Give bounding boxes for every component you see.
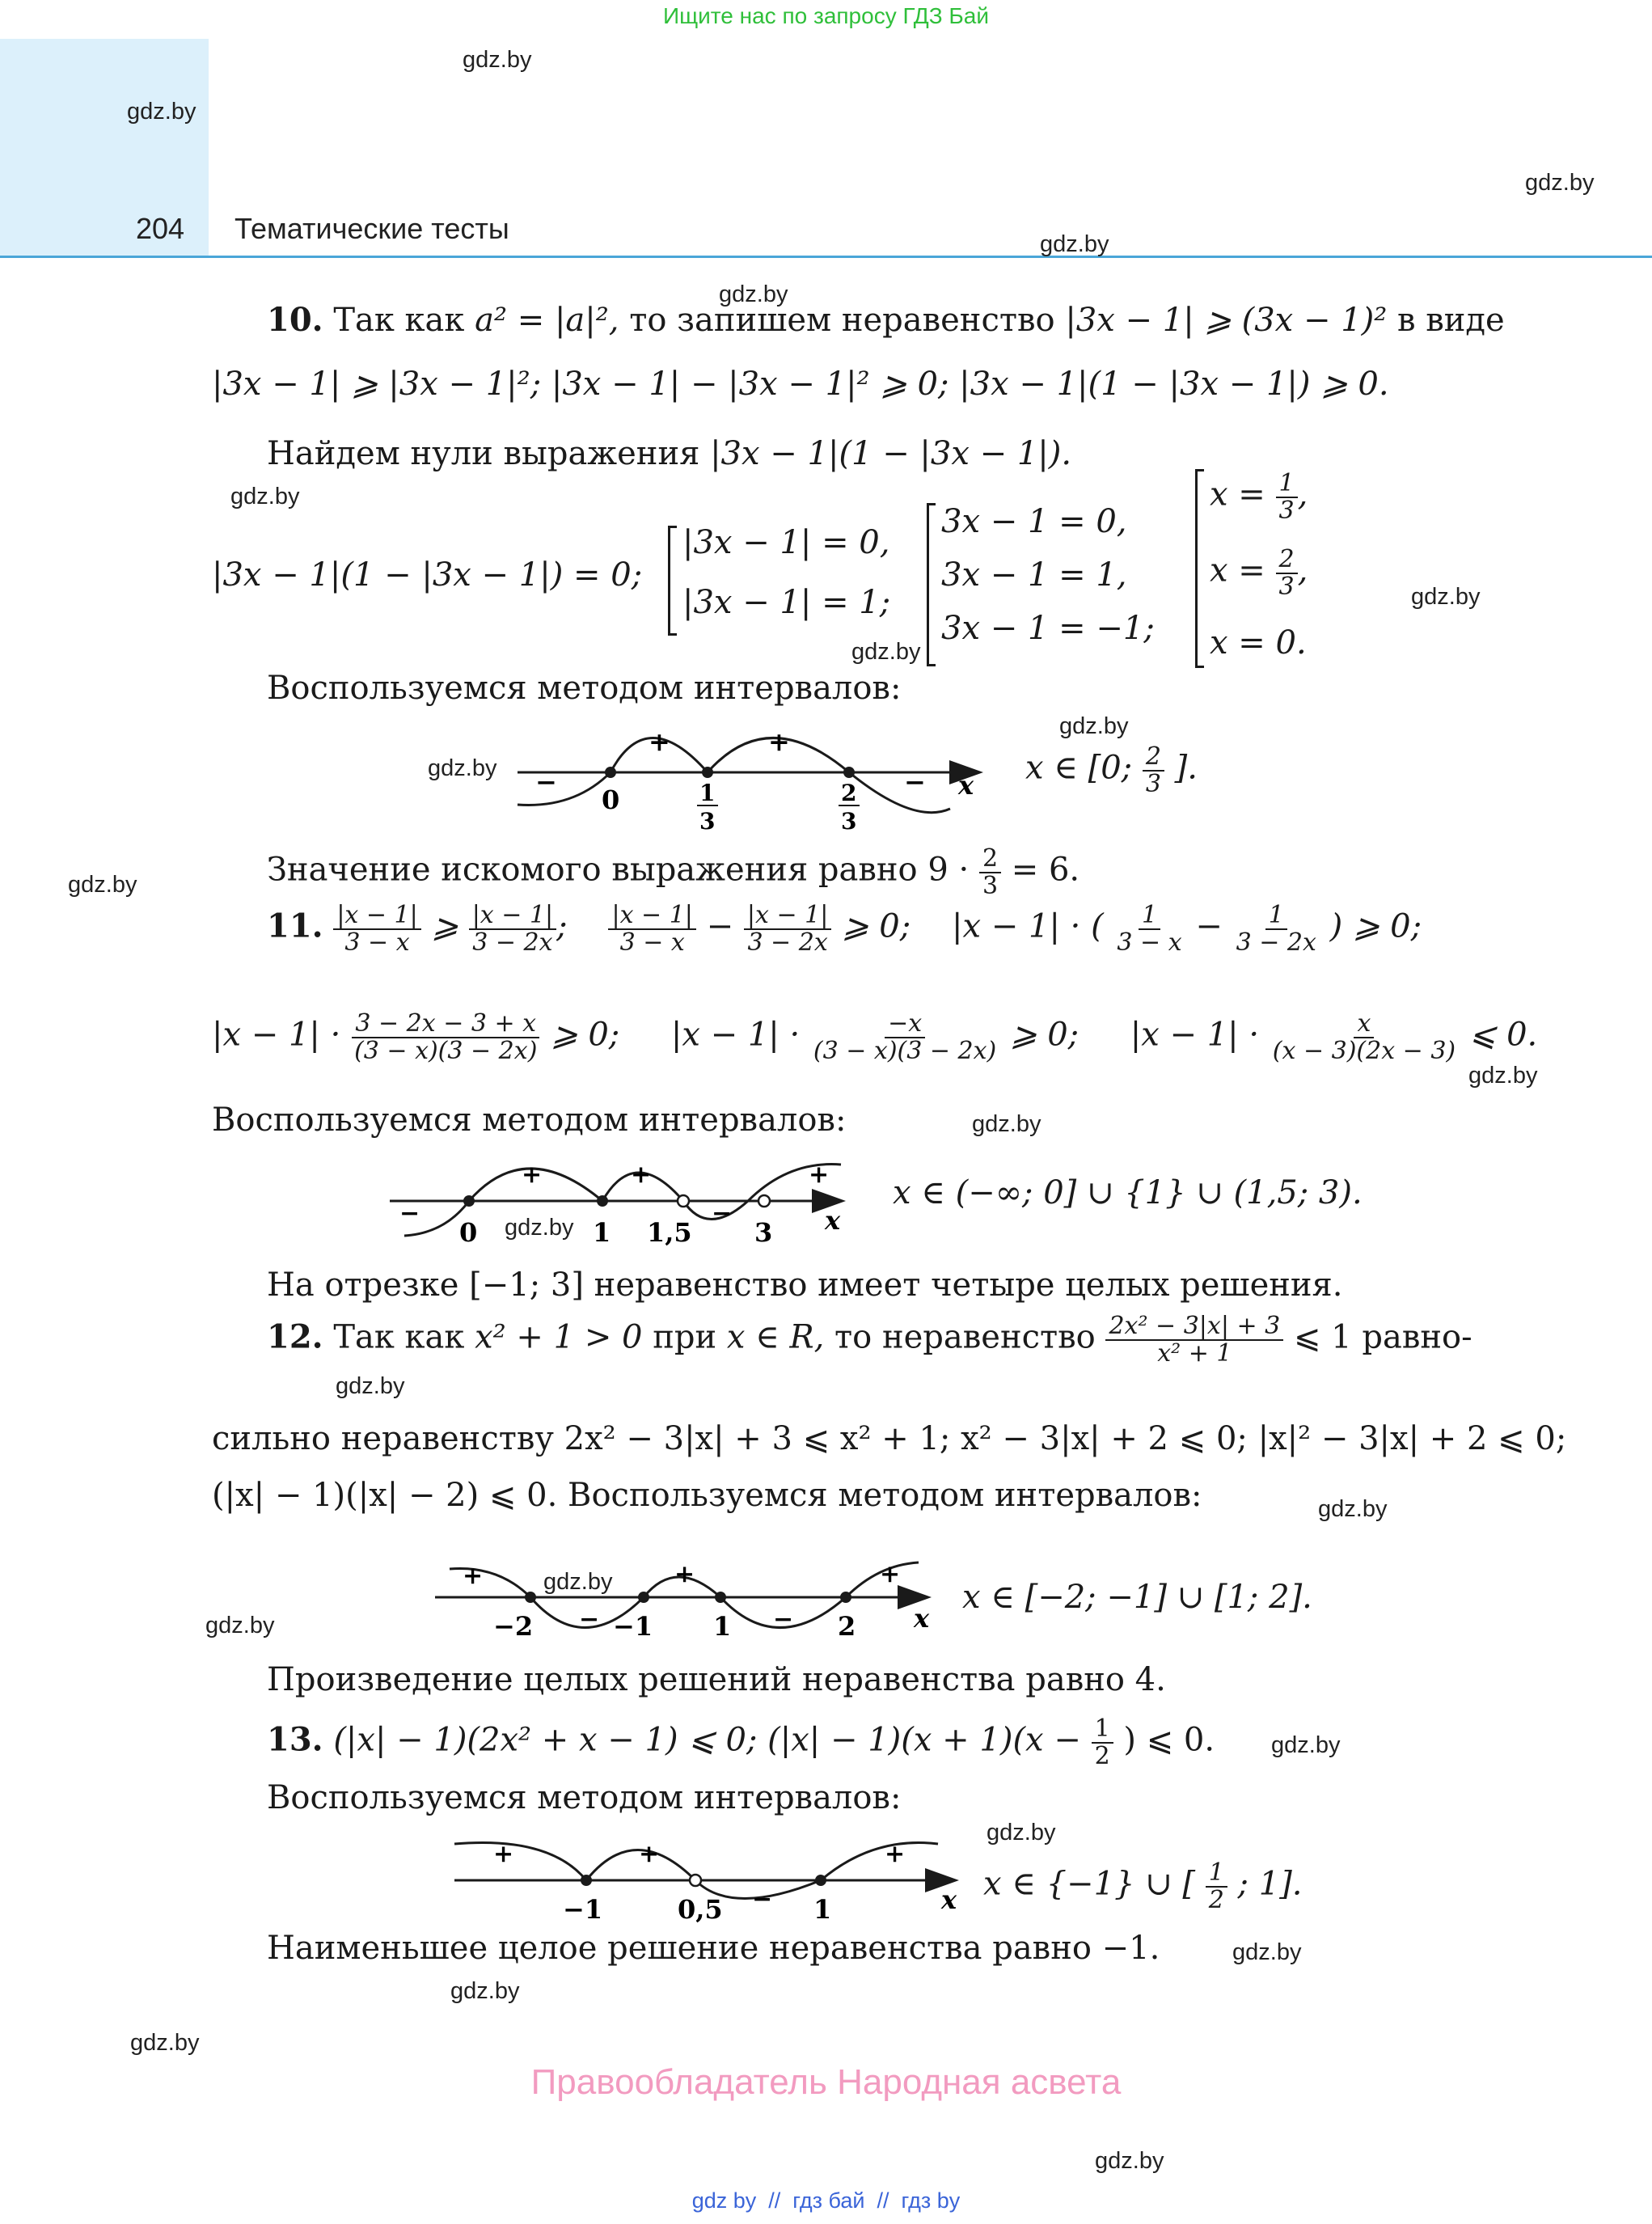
point bbox=[702, 767, 713, 778]
sign: − bbox=[399, 1199, 420, 1228]
tick-label: 1,5 bbox=[647, 1217, 692, 1248]
point bbox=[715, 1592, 726, 1603]
fraction: $\frac{\text{2x² − 3|x| + 3}}{\text{x² + 1}}$ bbox=[1105, 1313, 1283, 1366]
p10-line3 bbox=[267, 435, 1071, 472]
fraction: $\frac{2}{3}$ bbox=[979, 846, 1001, 898]
fraction: $\frac{1}{3 - x}$ bbox=[1117, 901, 1182, 957]
p10-sys2-a: 3x − 1 = 0, bbox=[941, 503, 1127, 540]
p12-line3: (|x| − 1)(|x| − 2) ⩽ 0. Воспользуемся методом интервалов: bbox=[212, 1477, 1202, 1514]
sign: + bbox=[809, 1161, 830, 1189]
sign: + bbox=[631, 1161, 652, 1189]
axis-label: x bbox=[958, 770, 974, 801]
p10-sol-b: x = $\frac{2}{3}$ , bbox=[1210, 545, 1308, 601]
watermark: gdz.by bbox=[1232, 1939, 1302, 1965]
point bbox=[840, 1592, 851, 1603]
point bbox=[815, 1875, 826, 1886]
watermark: gdz.by bbox=[127, 99, 196, 125]
p12-answer: x ∈ [−2; −1] ∪ [1; 2]. bbox=[962, 1579, 1312, 1616]
watermark: gdz.by bbox=[1271, 1732, 1341, 1758]
tick-label: −1 bbox=[563, 1894, 603, 1925]
p13-method: Воспользуемся методом интервалов: bbox=[267, 1779, 902, 1816]
fraction: $\frac{3 - 2x - 3 + x}{(3 - x)(3 - 2x)}$ bbox=[351, 1011, 540, 1063]
p10-sol-a: x = $\frac{1}{3}$ , bbox=[1210, 469, 1308, 525]
sign-curve bbox=[518, 738, 950, 813]
watermark: gdz.by bbox=[1318, 1496, 1388, 1522]
p10-sys2-c: 3x − 1 = −1; bbox=[941, 610, 1155, 647]
point bbox=[463, 1195, 475, 1207]
fraction: $\frac{2}{3}$ bbox=[1143, 744, 1164, 797]
watermark: gdz.by bbox=[851, 639, 921, 665]
watermark: gdz.by bbox=[1040, 231, 1109, 257]
sign: − bbox=[904, 767, 926, 797]
watermark: gdz.by bbox=[68, 872, 137, 898]
p10-sys1-a: |3x − 1| = 0, bbox=[682, 524, 890, 561]
axis-label: x bbox=[914, 1603, 930, 1634]
fraction: $\frac{|x - 1|}{3 - 2x}$ bbox=[469, 903, 556, 955]
p12-conclusion: Произведение целых решений неравенства равно 4. bbox=[267, 1661, 1166, 1698]
text: x = bbox=[1210, 552, 1265, 590]
tick-label: 1 bbox=[813, 1894, 832, 1925]
watermark: gdz.by bbox=[230, 484, 300, 509]
tick-label: 0,5 bbox=[678, 1894, 723, 1925]
page-number: 204 bbox=[136, 212, 185, 245]
point bbox=[605, 767, 616, 778]
text: x ∈ [0; bbox=[1025, 749, 1133, 787]
sign: − bbox=[535, 767, 557, 797]
fraction: $\frac{1}{3}$ bbox=[1276, 471, 1298, 523]
text: ]. bbox=[1174, 749, 1198, 787]
sign-curve bbox=[454, 1842, 938, 1898]
top-banner: Ищите нас по запросу ГДЗ Бай bbox=[662, 3, 990, 28]
tick-label: 0 bbox=[602, 784, 620, 815]
bracket bbox=[668, 526, 677, 636]
p12-line2: сильно неравенству 2x² − 3|x| + 3 ⩽ x² + 1; x² − 3|x| + 2 ⩽ 0; |x|² − 3|x| + 2 ⩽ 0; bbox=[212, 1420, 1567, 1457]
sign: − bbox=[712, 1199, 733, 1228]
p10-number: 10. bbox=[267, 301, 323, 339]
p13-conclusion: Наименьшее целое решение неравенства равно −1. bbox=[267, 1930, 1160, 1967]
p11-line2: |x − 1| · $\frac{3 - 2x - 3 + x}{(3 - x)(3 - 2x)}$ ⩾ 0; |x − 1| · $\frac{-x}{(3 - x)(3 - 2x)}$ ⩾ 0; |x − 1| · $\frac{x}{(x - 3)(2x - 3)}$ ⩽ 0. bbox=[212, 1009, 1538, 1065]
sign: + bbox=[885, 1840, 906, 1868]
formula: a² = |a|², bbox=[475, 302, 619, 339]
p10-value bbox=[267, 846, 1080, 898]
watermark: gdz.by bbox=[205, 1613, 275, 1638]
sign: − bbox=[579, 1605, 600, 1634]
watermark: gdz.by bbox=[1059, 713, 1129, 739]
point bbox=[638, 1592, 649, 1603]
point bbox=[678, 1195, 689, 1207]
fraction: $\frac{1}{2}$ bbox=[1206, 1860, 1227, 1913]
axis-label: x bbox=[825, 1205, 841, 1236]
text: x = bbox=[1210, 476, 1265, 514]
watermark: gdz.by bbox=[719, 281, 788, 307]
fraction: $\frac{|x - 1|}{3 - x}$ bbox=[608, 903, 695, 955]
tick-label: 2 bbox=[841, 780, 857, 806]
text: Значение искомого выражения равно bbox=[267, 851, 918, 889]
tick-label: 1 bbox=[699, 780, 716, 806]
sign: + bbox=[674, 1560, 695, 1588]
text: Найдем нули выражения bbox=[267, 435, 700, 472]
sign: + bbox=[649, 726, 670, 757]
sign: + bbox=[522, 1161, 543, 1189]
copyright: Правообладатель Народная асвета bbox=[530, 2062, 1122, 2102]
point bbox=[581, 1875, 592, 1886]
fraction: $\frac{2}{3}$ bbox=[1276, 547, 1298, 599]
point bbox=[525, 1592, 536, 1603]
p13-line1: 13. (|x| − 1)(2x² + x − 1) ⩽ 0; (|x| − 1)(x + 1)(x − $\frac{1}{2}$ ) ⩽ 0. bbox=[267, 1715, 1215, 1770]
p11-line1: 11. $\frac{|x - 1|}{3 - x}$ ⩾ $\frac{|x - 1|}{3 - 2x}$ ; $\frac{|x - 1|}{3 - x}$ − $\frac{|x - 1|}{3 - 2x}$ ⩾ 0; |x − 1| · ( $\frac{1}{3 - x}$ − $\frac{1}{3 - 2x}$ ) ⩾ 0; bbox=[267, 901, 1422, 957]
sign: − bbox=[752, 1885, 773, 1913]
p10-sys1-b: |3x − 1| = 1; bbox=[682, 584, 891, 621]
interval-diagram-12 bbox=[433, 1553, 943, 1658]
bracket bbox=[1195, 469, 1204, 668]
formula: |3x − 1| ⩾ (3x − 1)² bbox=[1065, 302, 1388, 339]
p10-line2: |3x − 1| ⩾ |3x − 1|²; |3x − 1| − |3x − 1|² ⩾ 0; |3x − 1|(1 − |3x − 1|) ⩾ 0. bbox=[212, 366, 1389, 403]
interval-diagram-10 bbox=[509, 712, 995, 841]
tick-label: 1 bbox=[713, 1611, 732, 1642]
p11-method: Воспользуемся методом интервалов: bbox=[212, 1101, 847, 1139]
watermark: gdz.by bbox=[428, 755, 497, 781]
point bbox=[843, 767, 855, 778]
p10-line1 bbox=[267, 301, 1505, 339]
fraction: $\frac{x}{(x - 3)(2x - 3)}$ bbox=[1272, 1009, 1456, 1065]
p12-line1: 12. Так как x² + 1 > 0 при x ∈ R, то неравенство $\frac{\text{2x² − 3|x| + 3}}{\text{x² + 1}}$ ⩽ 1 равно- bbox=[267, 1312, 1472, 1368]
tick-label: 0 bbox=[459, 1217, 478, 1248]
sign: + bbox=[463, 1562, 484, 1590]
axis-label: x bbox=[941, 1884, 957, 1915]
watermark: gdz.by bbox=[1468, 1063, 1538, 1089]
bracket bbox=[927, 503, 936, 666]
sign: + bbox=[768, 726, 790, 757]
fraction: $\frac{1}{3 - 2x}$ bbox=[1236, 901, 1316, 957]
watermark: gdz.by bbox=[336, 1373, 405, 1399]
watermark: gdz.by bbox=[1525, 170, 1595, 196]
p13-number: 13. bbox=[267, 1720, 323, 1759]
watermark: gdz.by bbox=[1411, 584, 1481, 610]
watermark: gdz.by bbox=[1095, 2148, 1164, 2174]
fraction: $\frac{|x - 1|}{3 - 2x}$ bbox=[744, 903, 831, 955]
watermark: gdz.by bbox=[463, 47, 532, 73]
p10-sys2-b: 3x − 1 = 1, bbox=[941, 556, 1127, 594]
p10-sol-c: x = 0. bbox=[1210, 624, 1307, 662]
tick-label: −2 bbox=[493, 1611, 534, 1642]
watermark: gdz.by bbox=[987, 1820, 1056, 1846]
fraction: $\frac{1}{2}$ bbox=[1092, 1716, 1113, 1769]
fraction: $\frac{-x}{(3 - x)(3 - 2x)}$ bbox=[813, 1009, 997, 1065]
fraction: $\frac{|x - 1|}{3 - x}$ bbox=[333, 903, 420, 955]
point bbox=[690, 1875, 701, 1886]
text: в виде bbox=[1397, 302, 1505, 339]
point bbox=[597, 1195, 608, 1207]
tick-label: 3 bbox=[699, 808, 716, 835]
p10-answer bbox=[1025, 744, 1198, 797]
tick-label: 3 bbox=[754, 1217, 773, 1248]
footer-links[interactable]: gdz by // гдз бай // гдз by bbox=[691, 2188, 961, 2213]
watermark: gdz.by bbox=[972, 1111, 1041, 1137]
tick-label: 1 bbox=[593, 1217, 611, 1248]
formula: |3x − 1|(1 − |3x − 1|). bbox=[710, 435, 1072, 472]
p12-number: 12. bbox=[267, 1317, 323, 1356]
text: Так как bbox=[333, 302, 465, 339]
text: 9 · bbox=[927, 851, 970, 889]
p10-eq-main: |3x − 1|(1 − |3x − 1|) = 0; bbox=[212, 556, 643, 594]
watermark: gdz.by bbox=[450, 1978, 520, 2004]
watermark: gdz.by bbox=[130, 2030, 200, 2056]
p11-number: 11. bbox=[267, 907, 323, 945]
sign: + bbox=[493, 1840, 514, 1868]
text: то запишем неравенство bbox=[629, 302, 1055, 339]
p13-answer: x ∈ {−1} ∪ [ $\frac{1}{2}$ ; 1]. bbox=[983, 1858, 1303, 1914]
point bbox=[758, 1195, 770, 1207]
tick-label: 3 bbox=[841, 808, 857, 835]
p11-conclusion: На отрезке [−1; 3] неравенство имеет четыре целых решения. bbox=[267, 1266, 1343, 1304]
watermark: gdz.by bbox=[543, 1569, 613, 1595]
text: = 6. bbox=[1011, 851, 1080, 889]
header-rule bbox=[0, 256, 1652, 258]
tick-label: 2 bbox=[838, 1611, 856, 1642]
interval-diagram-11 bbox=[388, 1148, 857, 1254]
p10-method: Воспользуемся методом интервалов: bbox=[267, 670, 902, 707]
p11-answer: x ∈ (−∞; 0] ∪ {1} ∪ (1,5; 3). bbox=[893, 1174, 1363, 1211]
interval-diagram-13 bbox=[453, 1828, 970, 1933]
sign: + bbox=[639, 1840, 660, 1868]
section-title: Тематические тесты bbox=[234, 212, 509, 245]
sign: − bbox=[773, 1605, 794, 1634]
tick-label: −1 bbox=[613, 1611, 653, 1642]
sign: + bbox=[880, 1560, 901, 1588]
watermark: gdz.by bbox=[505, 1215, 574, 1241]
